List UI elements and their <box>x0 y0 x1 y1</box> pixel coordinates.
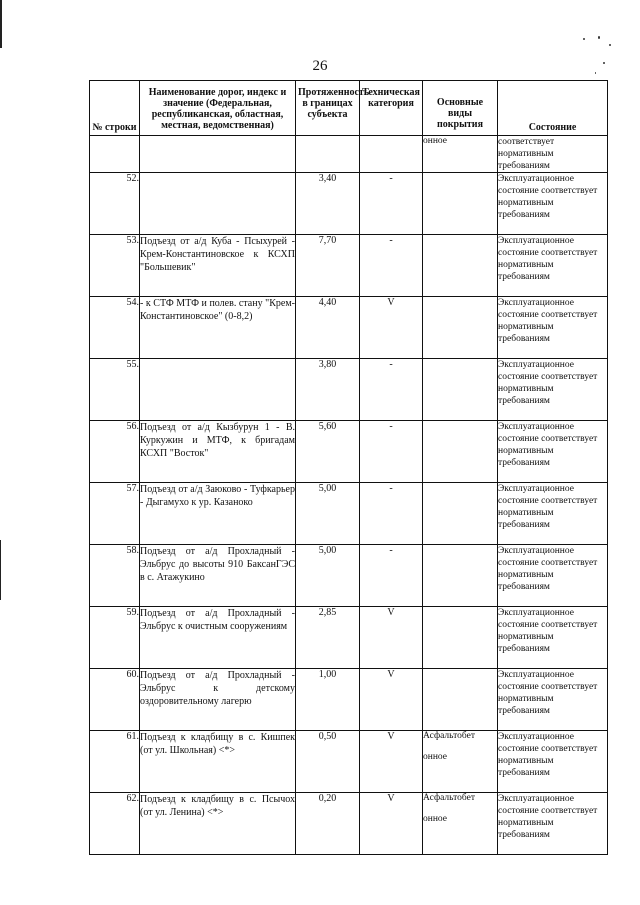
roads-table <box>89 80 608 855</box>
cell-length: 5,00 <box>296 545 360 607</box>
header-length: Протяженность в границах субъекта <box>296 81 360 136</box>
cell-num: 61. <box>90 731 140 793</box>
cell-length: 2,85 <box>296 607 360 669</box>
cell-category: V <box>360 669 423 731</box>
cell-coverage <box>423 483 498 545</box>
cell-state: Эксплуатационное состояние соответствует нормативным требованиям <box>498 669 608 731</box>
cell-length: 0,20 <box>296 793 360 855</box>
cell-name: Подъезд к кладбищу в с. Кишпек (от ул. Школьная) <*> <box>140 731 296 793</box>
cell-num: 54. <box>90 297 140 359</box>
cell-state: Эксплуатационное состояние соответствует нормативным требованиям <box>498 607 608 669</box>
cell-num: 57. <box>90 483 140 545</box>
cell-state: Эксплуатационное состояние соответствует нормативным требованиям <box>498 793 608 855</box>
cell-category: V <box>360 793 423 855</box>
cell-state: Эксплуатационное состояние соответствует нормативным требованиям <box>498 421 608 483</box>
cell-num <box>90 136 140 173</box>
scan-speck <box>598 36 600 39</box>
table-row <box>90 607 608 669</box>
cell-state: Эксплуатационное состояние соответствует нормативным требованиям <box>498 173 608 235</box>
cell-length <box>296 136 360 173</box>
table-row <box>90 545 608 607</box>
cell-num: 59. <box>90 607 140 669</box>
cell-length: 0,50 <box>296 731 360 793</box>
cell-name: Подъезд от а/д Прохладный - Эльбрус до высоты 910 БаксанГЭС в с. Атажукино <box>140 545 296 607</box>
scan-edge-mark <box>0 0 2 48</box>
table-row <box>90 483 608 545</box>
cell-coverage: онное <box>423 136 498 173</box>
cell-category: - <box>360 545 423 607</box>
header-coverage: Основные виды покрытия <box>423 81 498 136</box>
table-body <box>90 136 608 855</box>
cell-length: 3,80 <box>296 359 360 421</box>
scan-speck <box>609 44 611 46</box>
table-row <box>90 669 608 731</box>
cell-category: V <box>360 297 423 359</box>
cell-length: 3,40 <box>296 173 360 235</box>
cell-length: 5,60 <box>296 421 360 483</box>
cell-coverage <box>423 669 498 731</box>
cell-coverage <box>423 173 498 235</box>
table-row <box>90 235 608 297</box>
cell-category: - <box>360 173 423 235</box>
cell-coverage <box>423 235 498 297</box>
cell-num: 62. <box>90 793 140 855</box>
cell-name: Подъезд от а/д Заюково - Туфкарьер - Дыгамухо к ур. Казаноко <box>140 483 296 545</box>
cell-name: - к СТФ МТФ и полев. стану "Крем-Константиновское" (0-8,2) <box>140 297 296 359</box>
cell-category: V <box>360 607 423 669</box>
continuation-row <box>90 136 608 173</box>
cell-coverage <box>423 545 498 607</box>
cell-name: Подъезд от а/д Прохладный - Эльбрус к очистным сооружениям <box>140 607 296 669</box>
coverage-line-1: Асфальтобет <box>423 731 475 741</box>
cell-category <box>360 136 423 173</box>
cell-length: 1,00 <box>296 669 360 731</box>
cell-coverage <box>423 793 498 855</box>
cell-state: Эксплуатационное состояние соответствует нормативным требованиям <box>498 297 608 359</box>
scan-speck <box>583 38 585 40</box>
cell-coverage <box>423 359 498 421</box>
table-header-row <box>90 81 608 136</box>
cell-num: 55. <box>90 359 140 421</box>
cell-state: Эксплуатационное состояние соответствует нормативным требованиям <box>498 483 608 545</box>
table-row <box>90 731 608 793</box>
cell-category: - <box>360 235 423 297</box>
cell-num: 60. <box>90 669 140 731</box>
table-row <box>90 793 608 855</box>
cell-num: 53. <box>90 235 140 297</box>
scan-edge-mark <box>0 540 1 600</box>
cell-coverage <box>423 421 498 483</box>
cell-state: Эксплуатационное состояние соответствует нормативным требованиям <box>498 545 608 607</box>
table-row <box>90 173 608 235</box>
header-row-number: № строки <box>90 81 140 136</box>
cell-length: 5,00 <box>296 483 360 545</box>
cell-name: Подъезд к кладбищу в с. Псычох (от ул. Ленина) <*> <box>140 793 296 855</box>
table-row <box>90 297 608 359</box>
cell-coverage <box>423 297 498 359</box>
cell-category: V <box>360 731 423 793</box>
table-row <box>90 359 608 421</box>
cell-coverage <box>423 607 498 669</box>
cell-name: Подъезд от а/д Куба - Псыхурей - Крем-Константиновское к КСХП "Большевик" <box>140 235 296 297</box>
cell-category: - <box>360 483 423 545</box>
cell-category: - <box>360 359 423 421</box>
cell-coverage <box>423 731 498 793</box>
header-road-name: Наименование дорог, индекс и значение (Федеральная, республиканская, областная, местная, ведомственная) <box>140 81 296 136</box>
header-state: Состояние <box>498 81 608 136</box>
cell-name <box>140 136 296 173</box>
cell-state: соответствует нормативным требованиям <box>498 136 608 173</box>
cell-category: - <box>360 421 423 483</box>
coverage-line-1: Асфальтобет <box>423 793 475 803</box>
cell-length: 7,70 <box>296 235 360 297</box>
cell-name: Подъезд от а/д Прохладный - Эльбрус к детскому оздоровительному лагерю <box>140 669 296 731</box>
coverage-line-2: онное <box>423 814 448 824</box>
cell-name: Подъезд от а/д Кызбурун 1 - В. Куркужин и МТФ, к бригадам КСХП "Восток" <box>140 421 296 483</box>
cell-num: 58. <box>90 545 140 607</box>
cell-name <box>140 359 296 421</box>
table-row <box>90 421 608 483</box>
cell-num: 52. <box>90 173 140 235</box>
cell-length: 4,40 <box>296 297 360 359</box>
cell-state: Эксплуатационное состояние соответствует нормативным требованиям <box>498 359 608 421</box>
cell-state: Эксплуатационное состояние соответствует нормативным требованиям <box>498 731 608 793</box>
cell-name <box>140 173 296 235</box>
cell-state: Эксплуатационное состояние соответствует нормативным требованиям <box>498 235 608 297</box>
coverage-line-2: онное <box>423 752 448 762</box>
cell-num: 56. <box>90 421 140 483</box>
header-category: Техническая категория <box>360 81 423 136</box>
page-number: 26 <box>312 58 328 74</box>
